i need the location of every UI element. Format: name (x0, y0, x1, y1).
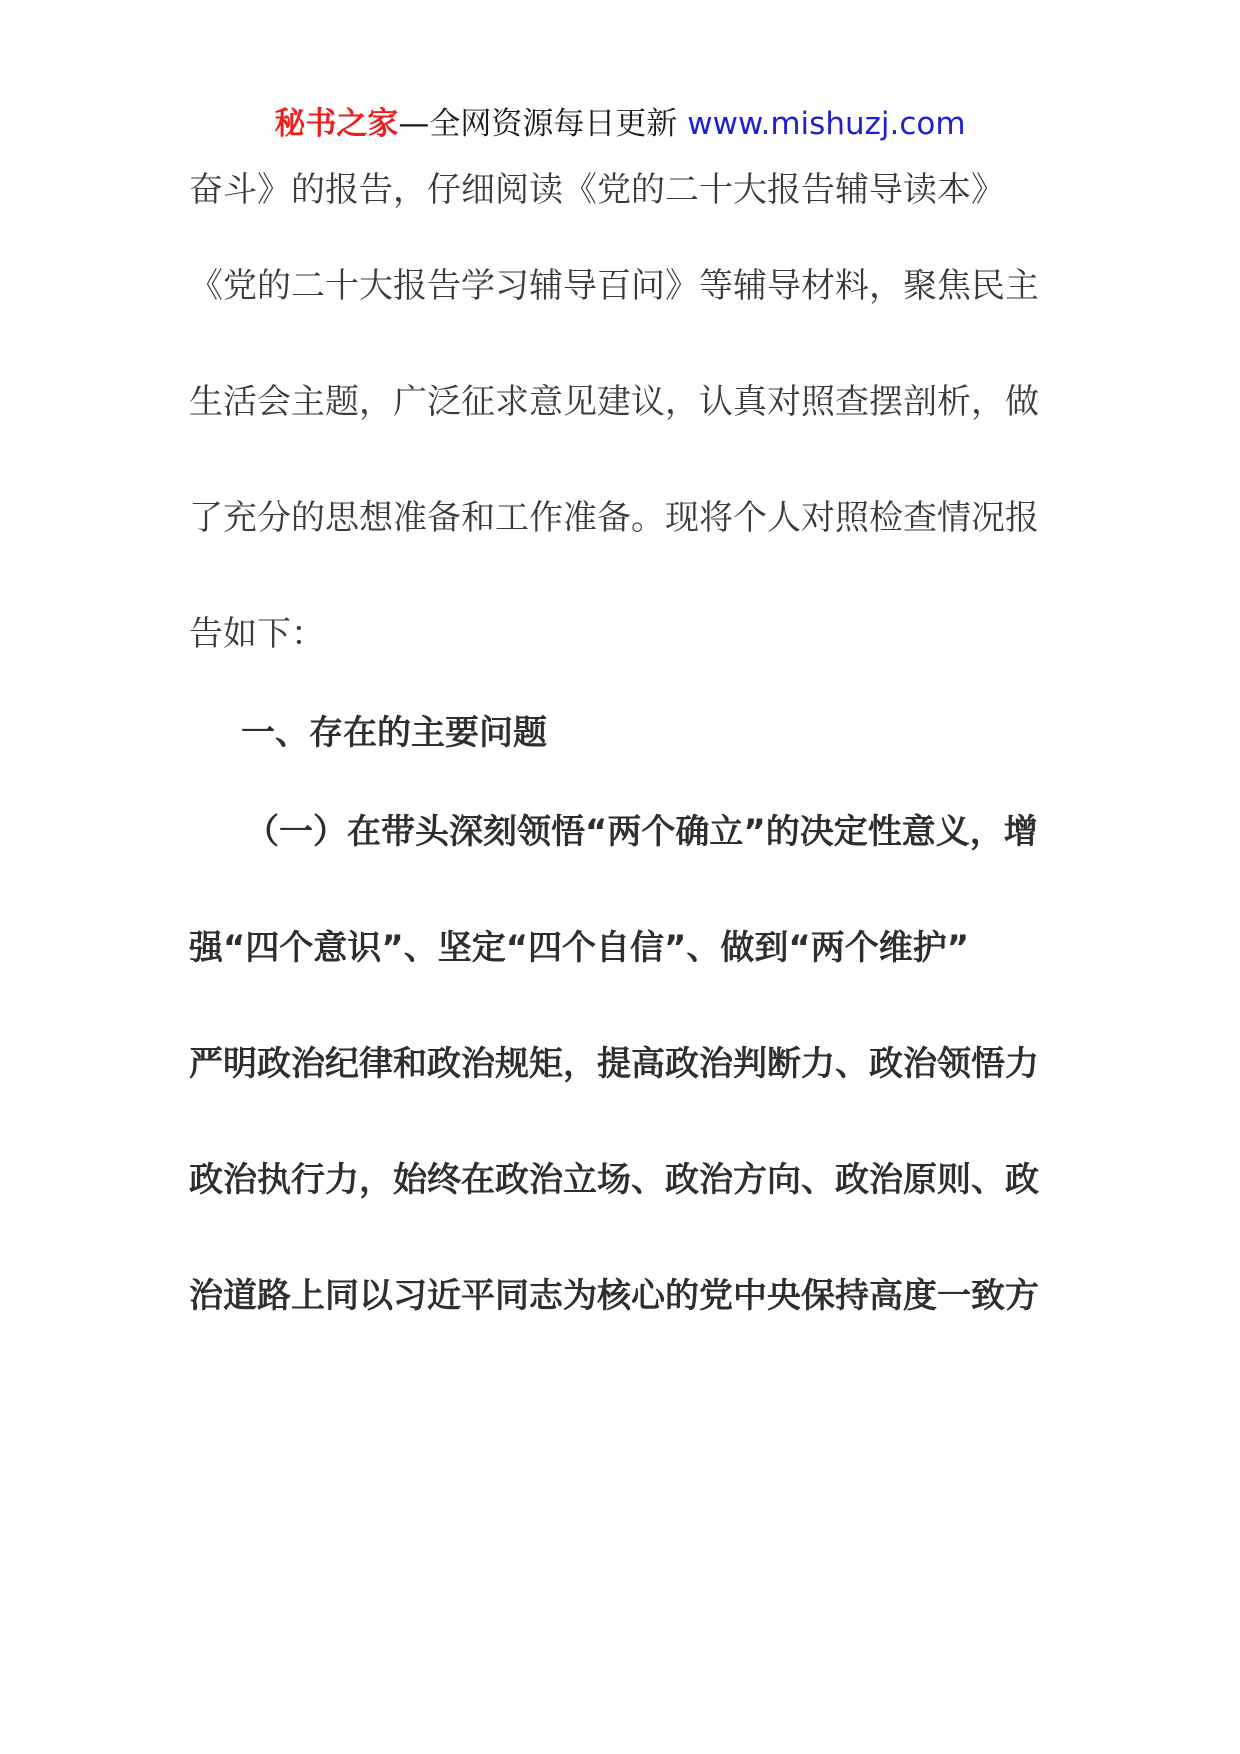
subsection-line: 治道路上同以习近平同志为核心的党中央保持高度一致方 (189, 1276, 1039, 1316)
body-line: 了充分的思想准备和工作准备。现将个人对照检查情况报 (189, 498, 1039, 538)
subsection-line: 政治执行力，始终在政治立场、政治方向、政治原则、政 (189, 1160, 1039, 1200)
subsection-line: （一）在带头深刻领悟“两个确立”的决定性意义，增 (245, 812, 1038, 852)
section-heading: 一、存在的主要问题 (241, 713, 547, 753)
body-line: 《党的二十大报告学习辅导百问》等辅导材料，聚焦民主 (189, 266, 1039, 306)
page-header (0, 100, 1240, 148)
site-slogan: —全网资源每日更新 (398, 106, 688, 142)
site-url-link[interactable]: www.mishuzj.com (687, 106, 966, 142)
subsection-line: 强“四个意识”、坚定“四个自信”、做到“两个维护” (189, 928, 970, 968)
body-line: 告如下： (189, 614, 325, 654)
body-line: 生活会主题，广泛征求意见建议，认真对照查摆剖析，做 (189, 382, 1039, 422)
body-line: 奋斗》的报告，仔细阅读《党的二十大报告辅导读本》 (189, 170, 1005, 210)
site-brand: 秘书之家 (274, 106, 399, 142)
subsection-line: 严明政治纪律和政治规矩，提高政治判断力、政治领悟力 (189, 1044, 1039, 1084)
